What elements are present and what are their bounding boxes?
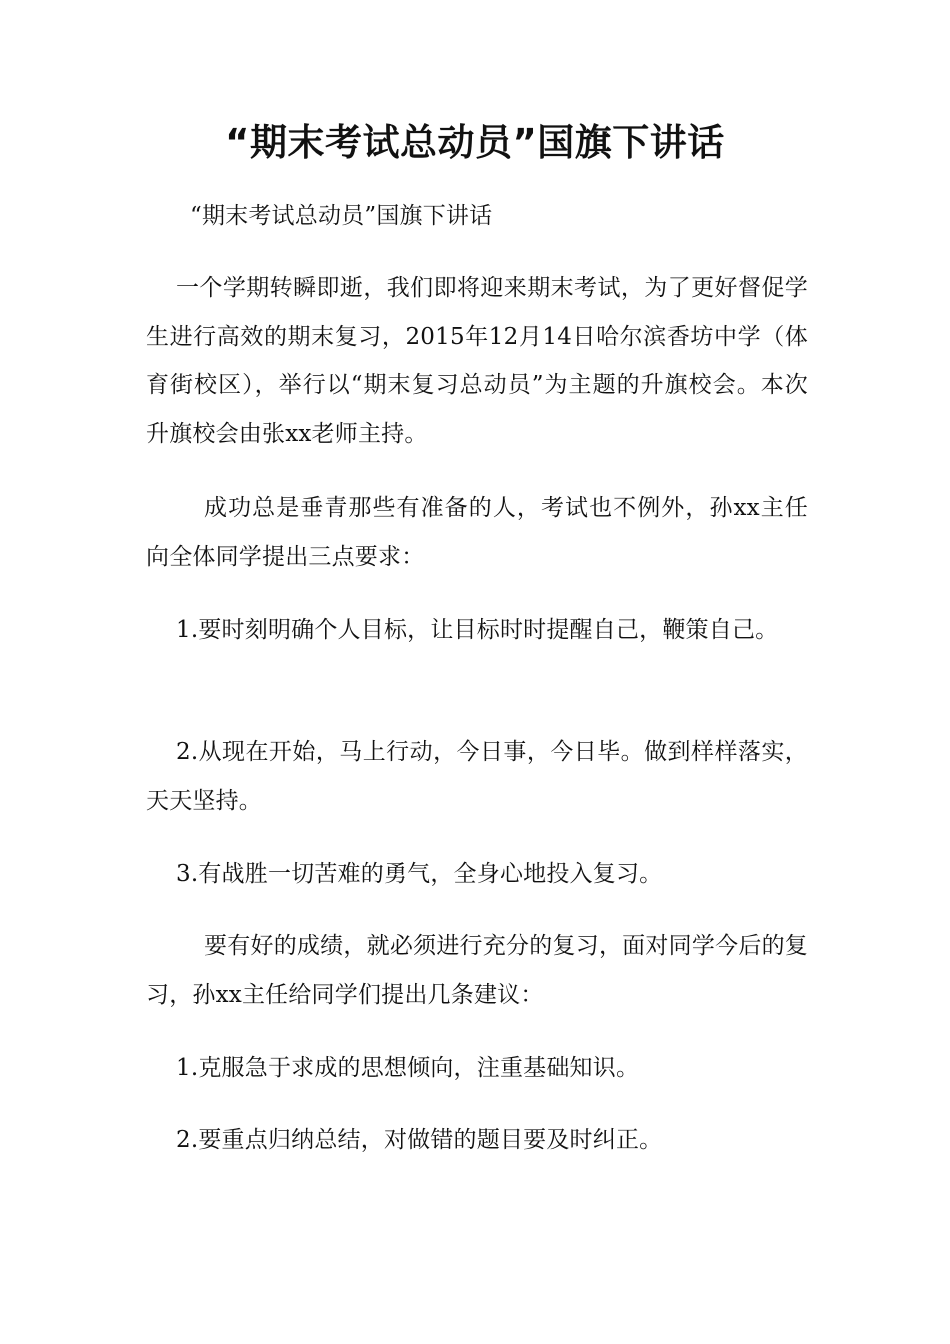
- suggestion-item-1: 1.克服急于求成的思想倾向，注重基础知识。: [176, 1055, 640, 1081]
- suggestion-item-2: 2.要重点归纳总结，对做错的题目要及时纠正。: [176, 1127, 663, 1153]
- requirement-item-1: 1.要时刻明确个人目标，让目标时时提醒自己，鞭策自己。: [176, 617, 779, 643]
- requirement-item-2: 2.从现在开始，马上行动，今日事，今日毕。做到样样落实，天天坚持。: [146, 739, 808, 814]
- document-title: “期末考试总动员”国旗下讲话: [225, 121, 725, 164]
- document-subtitle: “期末考试总动员”国旗下讲话: [190, 203, 493, 229]
- paragraph-requirements-intro: 成功总是垂青那些有准备的人，考试也不例外，孙xx主任向全体同学提出三点要求：: [146, 495, 808, 570]
- requirement-item-3: 3.有战胜一切苦难的勇气，全身心地投入复习。: [176, 861, 663, 887]
- paragraph-suggestions-intro: 要有好的成绩，就必须进行充分的复习，面对同学今后的复习，孙xx主任给同学们提出几条建议：: [146, 933, 808, 1008]
- paragraph-intro: 一个学期转瞬即逝，我们即将迎来期末考试，为了更好督促学生进行高效的期末复习，2015年12月14日哈尔滨香坊中学（体育街校区），举行以“期末复习总动员”为主题的升旗校会。本次升旗校会由张xx老师主持。: [146, 275, 808, 447]
